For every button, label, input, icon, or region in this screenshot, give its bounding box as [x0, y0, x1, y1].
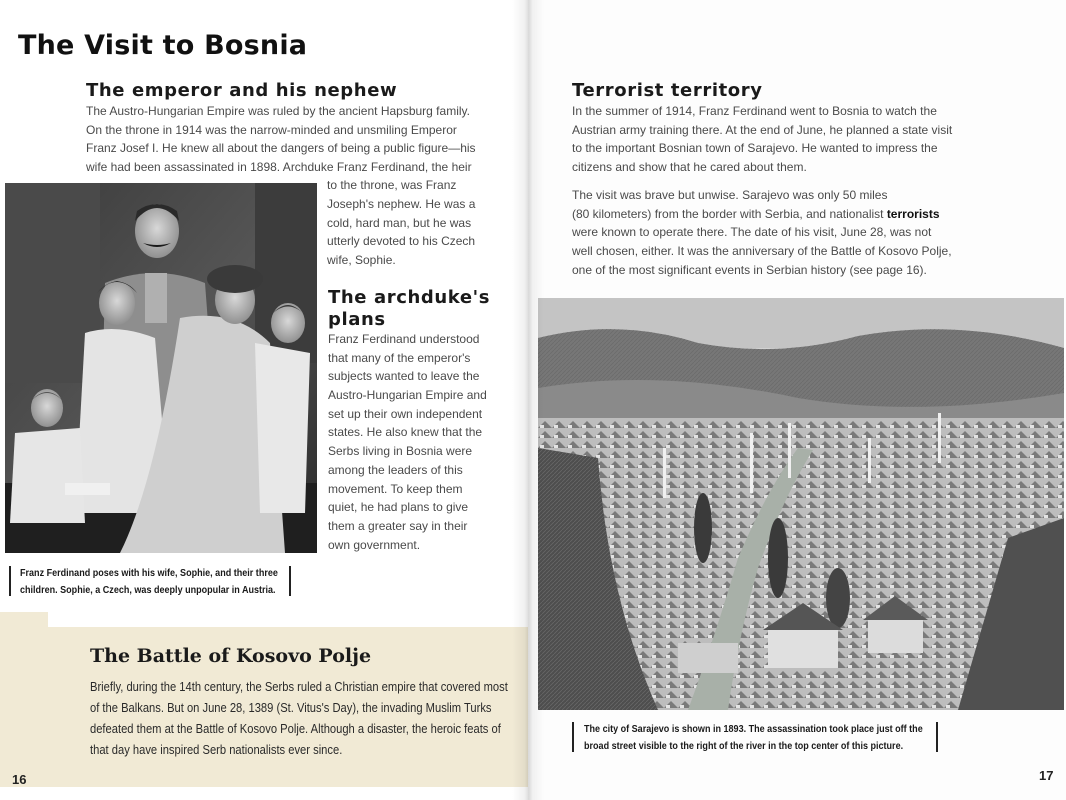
body-line: Serbs living in Bosnia were [328, 444, 473, 458]
body-line: cold, hard man, but he was [327, 216, 472, 230]
body-line: wife, Sophie. [327, 253, 396, 267]
body-line: to the important Bosnian town of Sarajevo. He wanted to impress the [572, 141, 938, 155]
body-line: Franz Josef I. He knew all about the dangers of being a public figure—his [86, 141, 476, 155]
body-line: that many of the emperor's [328, 351, 471, 365]
body-line: movement. To keep them [328, 482, 463, 496]
sidebar-line: of the Balkans. But on June 28, 1389 (St. Vitus's Day), the invading Muslim Turks [90, 700, 492, 715]
body-line: subjects wanted to leave the [328, 369, 480, 383]
left-page [0, 0, 528, 800]
glossary-term-terrorists[interactable]: terrorists [886, 207, 940, 221]
body-line: well chosen, either. It was the anniversary of the Battle of Kosovo Polje, [572, 244, 952, 258]
body-line: citizens and show that he cared about them. [572, 160, 807, 174]
sarajevo-illustration [538, 298, 1064, 710]
body-line: utterly devoted to his Czech [327, 234, 476, 248]
body-line: Joseph's nephew. He was a [327, 197, 476, 211]
body-line: among the leaders of this [328, 463, 463, 477]
body-line: were known to operate there. The date of his visit, June 28, was not [572, 225, 932, 239]
caption-rule-left [572, 722, 574, 752]
sidebar-line: defeated them at the Battle of Kosovo Polje. Although a disaster, the heroic feats of [90, 721, 501, 736]
body-line: to the throne, was Franz [327, 178, 457, 192]
book-gutter [512, 0, 544, 800]
body-line: quiet, he had plans to give [328, 500, 469, 514]
sidebar-line: that day have inspired Serb nationalists ever since. [90, 742, 343, 757]
page-number-right: 17 [1039, 768, 1054, 783]
body-text-span: (80 kilometers) from the border with Serbia, and nationalist [572, 207, 887, 221]
section-heading-plans-line1: The archduke's [328, 287, 491, 308]
section-heading-emperor: The emperor and his nephew [86, 80, 398, 101]
section-heading-terrorist: Terrorist territory [572, 80, 763, 101]
right-page [528, 0, 1066, 800]
sidebar-line: Briefly, during the 14th century, the Serbs ruled a Christian empire that covered most [90, 679, 508, 694]
body-line: Austro-Hungarian Empire and [328, 388, 487, 402]
family-photo-illustration [5, 183, 317, 553]
caption-rule-left [9, 566, 11, 596]
body-line: The visit was brave but unwise. Sarajevo was only 50 miles [572, 188, 888, 202]
body-line: On the throne in 1914 was the narrow-minded and unsmiling Emperor [86, 123, 457, 137]
sidebar-title: The Battle of Kosovo Polje [90, 645, 372, 667]
body-line: Austrian army training there. At the end of June, he planned a state visit [572, 123, 953, 137]
section-heading-plans-line2: plans [328, 309, 386, 330]
body-line: set up their own independent [328, 407, 483, 421]
caption-rule-right [289, 566, 291, 596]
body-line: Franz Ferdinand understood [328, 332, 480, 346]
caption-line: The city of Sarajevo is shown in 1893. The assassination took place just off the [584, 723, 923, 735]
caption-line: broad street visible to the right of the river in the top center of this picture. [584, 740, 904, 752]
page-number-left: 16 [12, 772, 27, 787]
body-line: wife had been assassinated in 1898. Archduke Franz Ferdinand, the heir [86, 160, 472, 174]
body-line: one of the most significant events in Serbian history (see page 16). [572, 263, 927, 277]
body-line: own government. [328, 538, 421, 552]
body-line: In the summer of 1914, Franz Ferdinand went to Bosnia to watch the [572, 104, 937, 118]
sarajevo-engraving [538, 298, 1064, 710]
family-photo [5, 183, 317, 553]
body-line [572, 205, 940, 224]
body-line: states. He also knew that the [328, 425, 483, 439]
caption-line: Franz Ferdinand poses with his wife, Sophie, and their three [20, 567, 278, 579]
body-line: The Austro-Hungarian Empire was ruled by the ancient Hapsburg family. [86, 104, 470, 118]
caption-rule-right [936, 722, 938, 752]
body-line: them a greater say in their [328, 519, 468, 533]
chapter-title: The Visit to Bosnia [18, 30, 308, 61]
caption-line: children. Sophie, a Czech, was deeply unpopular in Austria. [20, 584, 276, 596]
